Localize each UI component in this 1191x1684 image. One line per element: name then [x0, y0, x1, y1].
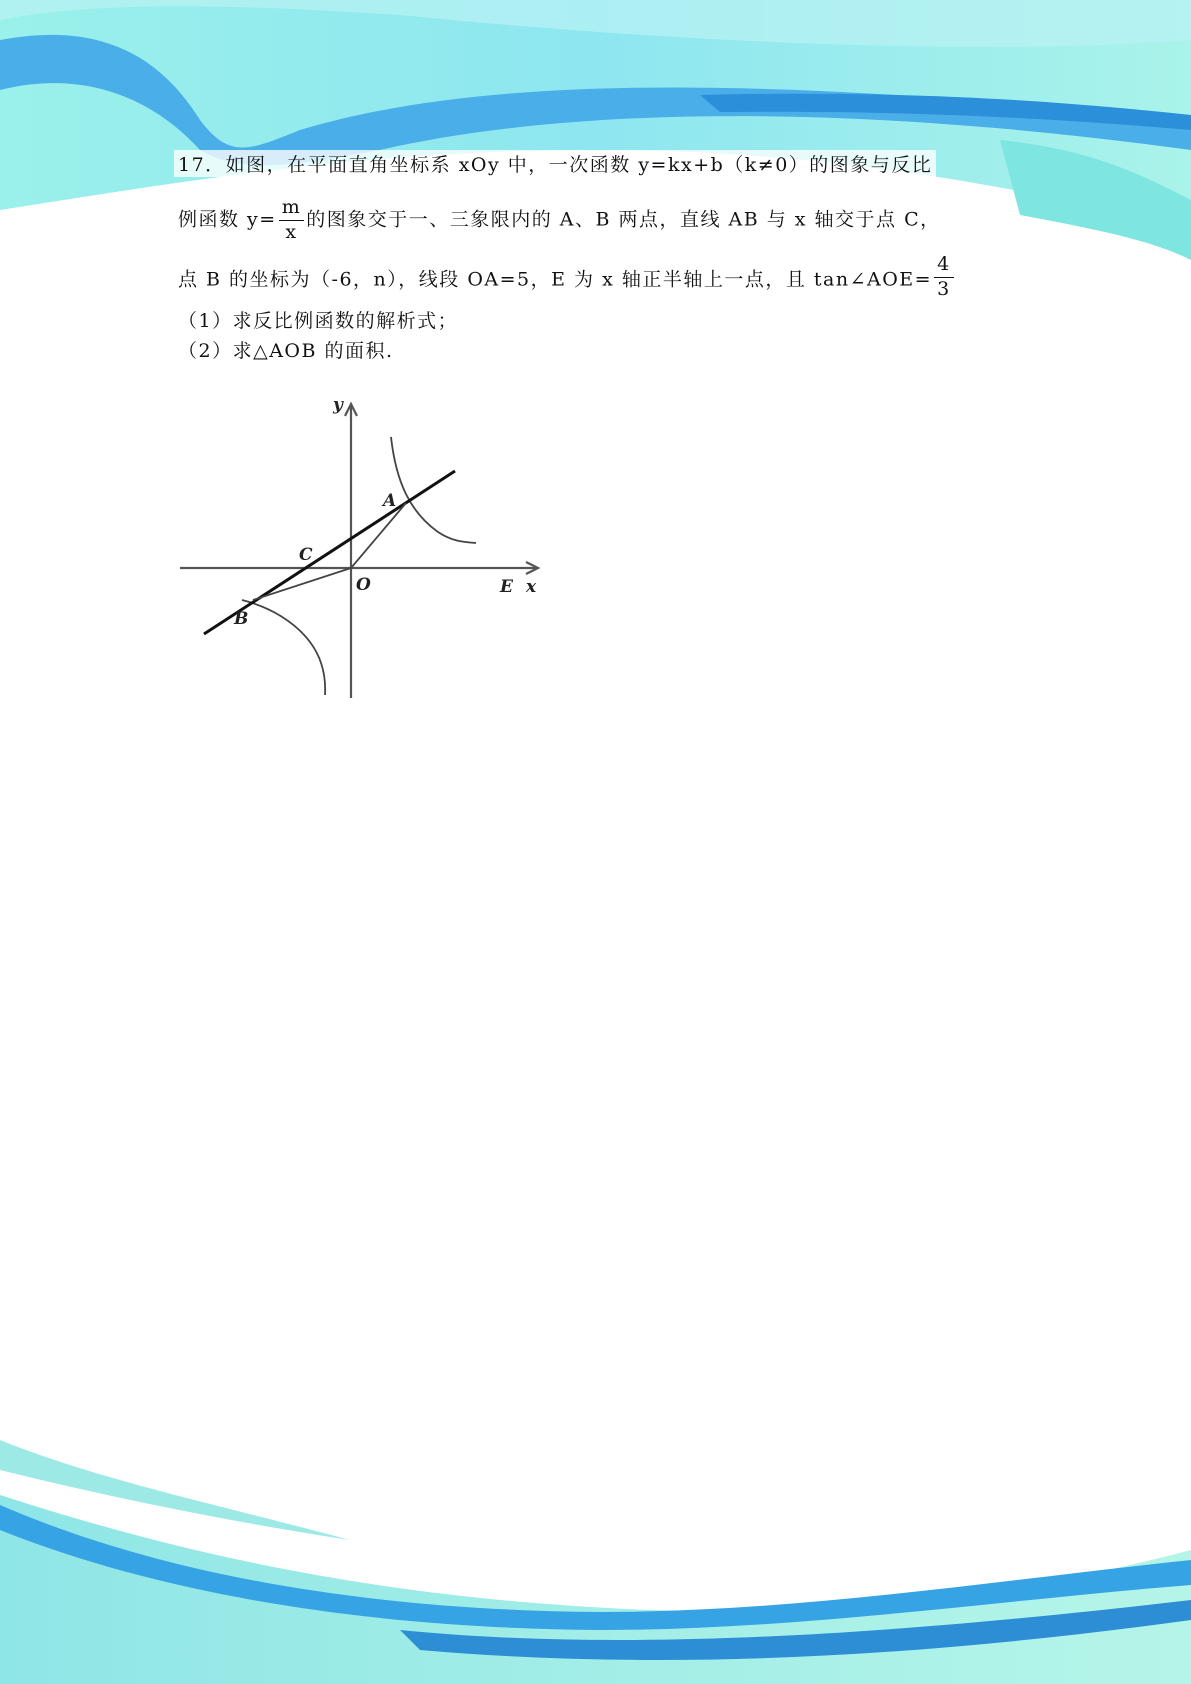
line2-suffix: 的图象交于一、三象限内的 A、B 两点，直线 AB 与 x 轴交于点 C，: [306, 208, 941, 231]
segment-ob: [253, 568, 351, 600]
fraction-m-over-x: [279, 198, 305, 243]
problem-line-1: 17．如图，在平面直角坐标系 xOy 中，一次函数 y=kx+b（k≠0）的图象与反比: [174, 150, 936, 177]
label-point-b: B: [234, 609, 249, 629]
fraction-denominator: x: [285, 220, 298, 243]
label-point-e: E: [500, 577, 513, 597]
label-x-axis: x: [526, 577, 537, 597]
question-1: （1）求反比例函数的解析式；: [178, 310, 459, 332]
fraction-denominator: 3: [937, 277, 951, 300]
label-y-axis: y: [333, 395, 343, 415]
fraction-numerator: 4: [937, 253, 951, 275]
line2-prefix: 例函数 y=: [178, 208, 277, 231]
label-point-a: A: [383, 491, 397, 511]
hyperbola-branch-third-quadrant: [242, 600, 325, 695]
hyperbola-branch-first-quadrant: [391, 437, 476, 543]
geometry-figure: [170, 392, 550, 702]
line3-prefix: 点 B 的坐标为（-6，n），线段 OA=5，E 为 x 轴正半轴上一点，且 tan∠AOE=: [178, 268, 933, 291]
label-origin-o: O: [356, 575, 371, 595]
segment-oa: [351, 503, 406, 568]
question-2: （2）求△AOB 的面积.: [178, 340, 394, 362]
fraction-numerator: m: [281, 196, 302, 218]
label-point-c: C: [299, 545, 313, 565]
problem-line-2: [178, 198, 941, 243]
problem-line-3: [178, 253, 956, 303]
fraction-4-over-3: [934, 255, 954, 300]
